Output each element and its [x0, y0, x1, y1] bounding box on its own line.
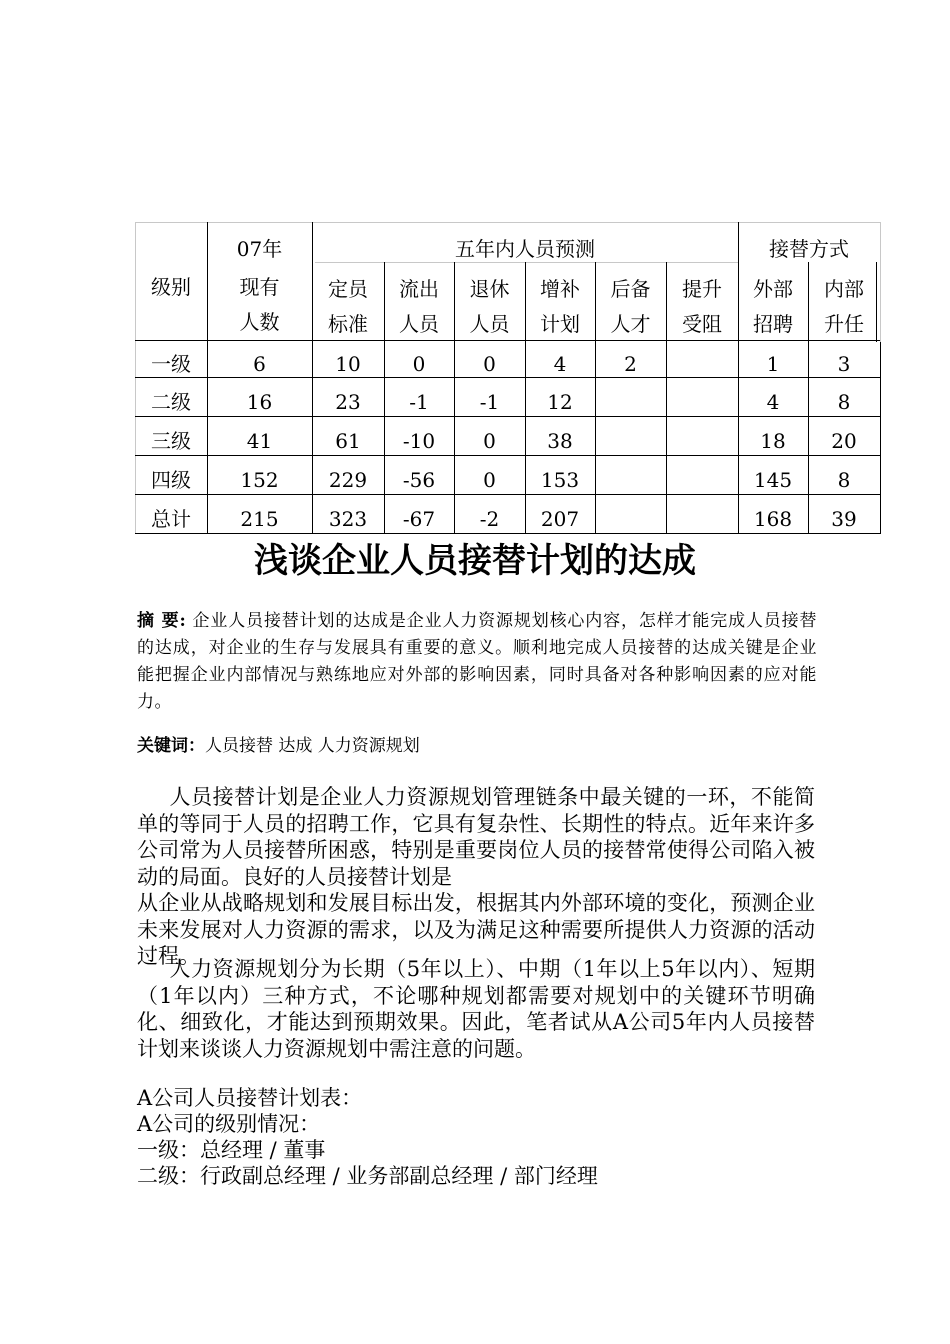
- keywords-label: 关键词：: [137, 736, 205, 756]
- cell-external: 168: [753, 507, 793, 531]
- cell-quota: 323: [328, 507, 368, 531]
- cell-quota: 229: [328, 468, 368, 492]
- cell-retire: 0: [483, 352, 496, 376]
- header-level: 级别: [151, 275, 191, 299]
- header-sub-line2: 升任: [824, 312, 864, 336]
- header-sub-line2: 计划: [540, 312, 580, 336]
- paragraph-1b: 从企业从战略规划和发展目标出发，根据其内外部环境的变化，预测企业未来发展对人力资源的需求，以及为满足这种需要所提供人力资源的活动过程。: [137, 891, 815, 968]
- text-line: A公司的级别情况：: [137, 1112, 321, 1136]
- abstract-label: 摘 要:: [137, 611, 187, 631]
- header-sub-line1: 增补: [540, 277, 580, 301]
- cell-supplement: 12: [547, 390, 573, 414]
- header-sub-line1: 内部: [824, 277, 864, 301]
- cell-retire: -2: [479, 507, 500, 531]
- cell-current: 6: [253, 352, 266, 376]
- cell-reserve: 2: [624, 352, 637, 376]
- paragraph-1a: [137, 784, 815, 890]
- header-sub-line1: 提升: [682, 277, 722, 301]
- cell-outflow: -10: [402, 429, 436, 453]
- header-sub-line1: 退休: [469, 277, 510, 301]
- cell-outflow: -1: [409, 390, 429, 414]
- table-grid-line: [880, 222, 881, 342]
- header-sub-line1: 后备: [610, 277, 651, 301]
- header-sub-line1: 定员: [328, 277, 368, 301]
- header-sub-line2: 标准: [328, 312, 368, 336]
- text-line: 二级：行政副总经理 / 业务部副总经理 / 部门经理: [137, 1164, 598, 1188]
- header-sub-line2: 招聘: [753, 312, 793, 336]
- cell-current: 152: [240, 468, 279, 492]
- cell-outflow: -56: [402, 468, 436, 492]
- keywords-text: 人员接替 达成 人力资源规划: [205, 736, 420, 756]
- table-grid-line: [135, 222, 880, 223]
- cell-level: 总计: [151, 507, 191, 531]
- cell-level: 二级: [151, 390, 191, 414]
- cell-internal: 8: [837, 468, 851, 492]
- cell-retire: 0: [483, 468, 496, 492]
- header-sub-line1: 外部: [753, 277, 793, 301]
- cell-external: 1: [766, 352, 780, 376]
- cell-internal: 20: [831, 429, 857, 453]
- cell-supplement: 38: [547, 429, 573, 453]
- cell-current: 41: [246, 429, 273, 453]
- cell-level: 三级: [151, 429, 191, 453]
- cell-external: 145: [753, 468, 793, 492]
- header-sub-line1: 流出: [399, 277, 439, 301]
- cell-quota: 23: [335, 390, 361, 414]
- cell-supplement: 207: [540, 507, 580, 531]
- cell-outflow: 0: [412, 352, 426, 376]
- cell-outflow: -67: [402, 507, 436, 531]
- cell-current: 215: [240, 507, 279, 531]
- text-line: 一级：总经理 / 董事: [137, 1138, 326, 1162]
- cell-internal: 8: [837, 390, 851, 414]
- cell-current: 16: [246, 390, 273, 414]
- cell-external: 18: [760, 429, 786, 453]
- abstract: [137, 608, 817, 716]
- cell-internal: 39: [831, 507, 857, 531]
- cell-retire: 0: [483, 429, 496, 453]
- header-forecast-group: 五年内人员预测: [455, 237, 595, 261]
- paragraph-text: 人员接替计划是企业人力资源规划管理链条中最关键的一环，不能简单的等同于人员的招聘工作，它具有复杂性、长期性的特点。近年来许多公司常为人员接替所困惑，特别是重要岗位人员的接替常使得公司陷入被动的局面。良好的人员接替计划是: [137, 785, 815, 889]
- cell-external: 4: [766, 390, 780, 414]
- cell-retire: -1: [479, 390, 500, 414]
- header-current-line2: 现有: [239, 275, 280, 299]
- header-succession-group: 接替方式: [769, 237, 849, 261]
- cell-level: 四级: [151, 468, 191, 492]
- header-sub-line2: 人才: [610, 312, 651, 336]
- header-sub-line2: 受阻: [682, 312, 722, 336]
- header-current-line1: 07年: [236, 237, 283, 261]
- cell-internal: 3: [837, 352, 851, 376]
- paragraph-2: [137, 956, 815, 1062]
- table-rule: [880, 342, 881, 534]
- abstract-text: 企业人员接替计划的达成是企业人力资源规划核心内容，怎样才能完成人员接替的达成，对企业的生存与发展具有重要的意义。顺利地完成人员接替的达成关键是企业能把握企业内部情况与熟练地应对外部的影响因素，同时具备对各种影响因素的应对能力。: [137, 611, 818, 712]
- page-title: 浅谈企业人员接替计划的达成: [254, 541, 696, 581]
- header-current-line3: 人数: [239, 310, 280, 334]
- header-sub-line2: 人员: [469, 312, 510, 336]
- header-sub-line2: 人员: [399, 312, 439, 336]
- cell-quota: 10: [335, 352, 361, 376]
- text-line: A公司人员接替计划表：: [137, 1086, 363, 1110]
- paragraph-text: 人力资源规划分为长期（5年以上）、中期（1年以上5年以内）、短期（1年以内）三种方式，不论哪种规划都需要对规划中的关键环节明确化、细致化，才能达到预期效果。因此，笔者试从A公司5年内人员接替计划来谈谈人力资源规划中需注意的问题。: [137, 957, 815, 1061]
- cell-level: 一级: [151, 352, 191, 376]
- keywords: [137, 733, 817, 760]
- cell-quota: 61: [335, 429, 361, 453]
- succession-plan-table: [135, 222, 880, 534]
- cell-supplement: 4: [553, 352, 567, 376]
- cell-supplement: 153: [540, 468, 580, 492]
